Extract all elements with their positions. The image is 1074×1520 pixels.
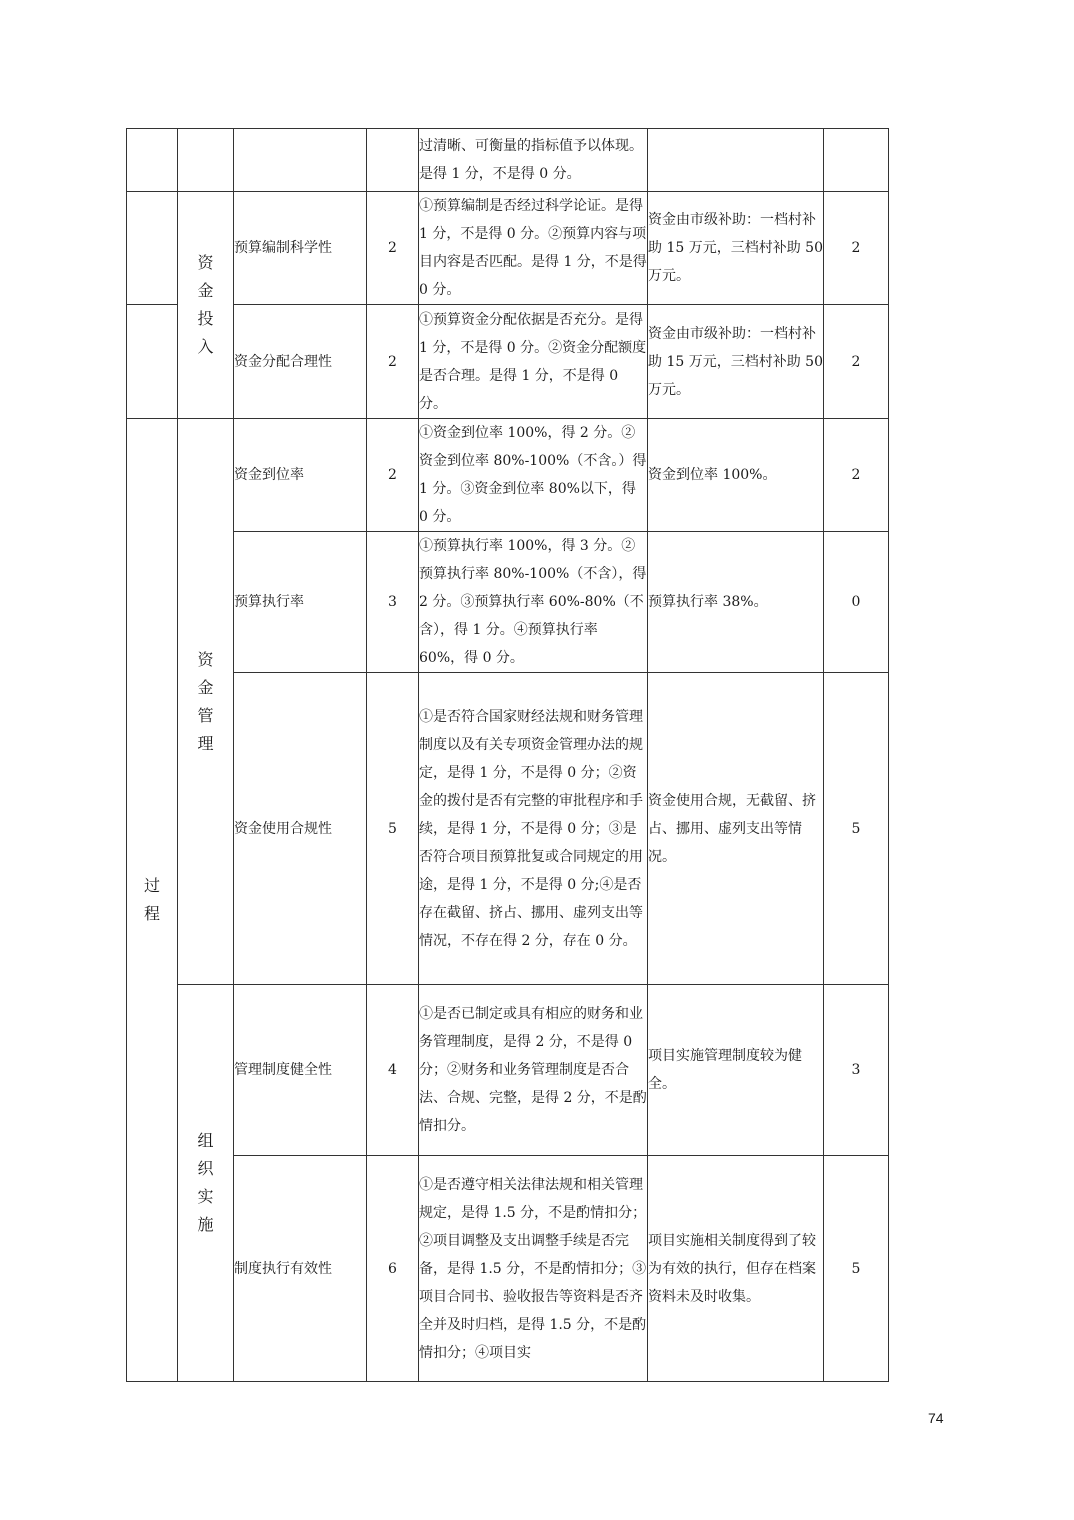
result-cell: 项目实施相关制度得到了较为有效的执行，但存在档案资料未及时收集。 bbox=[648, 1156, 824, 1382]
indicator-cell bbox=[234, 129, 367, 192]
result-cell: 项目实施管理制度较为健全。 bbox=[648, 985, 824, 1156]
table-row bbox=[127, 129, 889, 192]
score-cell: 0 bbox=[824, 532, 889, 673]
level1-cell-empty bbox=[127, 305, 178, 419]
score-cell: 5 bbox=[824, 673, 889, 985]
score-cell bbox=[824, 129, 889, 192]
table-row bbox=[127, 192, 889, 305]
result-cell: 资金由市级补助：一档村补助 15 万元，三档村补助 50 万元。 bbox=[648, 192, 824, 305]
result-cell: 资金到位率 100%。 bbox=[648, 419, 824, 532]
table-row bbox=[127, 419, 889, 532]
result-cell: 资金由市级补助：一档村补助 15 万元，三档村补助 50 万元。 bbox=[648, 305, 824, 419]
standard-cell: ①是否符合国家财经法规和财务管理制度以及有关专项资金管理办法的规定，是得 1 分，不是得 0 分；②资金的拨付是否有完整的审批程序和手续，是得 1 分，不是得 0 分；③是否符合项目预算批复或合同规定的用途，是得 1 分，不是得 0 分;④是否存在截留、挤占、挪用、虚列支出等情况，不存在得 2 分，存在 0 分。 bbox=[419, 673, 648, 985]
table-row bbox=[127, 305, 889, 419]
indicator-cell: 预算编制科学性 bbox=[234, 192, 367, 305]
level2-organization: 组织实施 bbox=[178, 985, 234, 1382]
standard-cell: ①预算编制是否经过科学论证。是得 1 分，不是得 0 分。②预算内容与项目内容是否匹配。是得 1 分，不是得 0 分。 bbox=[419, 192, 648, 305]
level1-cell-empty bbox=[127, 129, 178, 192]
weight-cell: 2 bbox=[367, 419, 419, 532]
indicator-cell: 预算执行率 bbox=[234, 532, 367, 673]
score-cell: 2 bbox=[824, 192, 889, 305]
table-row bbox=[127, 673, 889, 985]
weight-cell bbox=[367, 129, 419, 192]
level2-fund-input: 资金投入 bbox=[178, 192, 234, 419]
indicator-cell: 资金使用合规性 bbox=[234, 673, 367, 985]
indicator-cell: 资金分配合理性 bbox=[234, 305, 367, 419]
standard-cell: ①是否已制定或具有相应的财务和业务管理制度，是得 2 分，不是得 0 分；②财务和业务管理制度是否合法、合规、完整，是得 2 分，不是酌情扣分。 bbox=[419, 985, 648, 1156]
level1-cell-empty bbox=[127, 192, 178, 305]
table-row bbox=[127, 1156, 889, 1382]
indicator-cell: 管理制度健全性 bbox=[234, 985, 367, 1156]
page-number: 74 bbox=[928, 1410, 944, 1426]
standard-cell: ①预算资金分配依据是否充分。是得 1 分，不是得 0 分。②资金分配额度是否合理。是得 1 分，不是得 0 分。 bbox=[419, 305, 648, 419]
score-cell: 2 bbox=[824, 305, 889, 419]
result-cell: 资金使用合规，无截留、挤占、挪用、虚列支出等情况。 bbox=[648, 673, 824, 985]
result-cell: 预算执行率 38%。 bbox=[648, 532, 824, 673]
table-row bbox=[127, 532, 889, 673]
weight-cell: 2 bbox=[367, 192, 419, 305]
level1-process: 过程 bbox=[127, 419, 178, 1382]
score-cell: 3 bbox=[824, 985, 889, 1156]
result-cell bbox=[648, 129, 824, 192]
standard-cell: ①资金到位率 100%，得 2 分。②资金到位率 80%-100%（不含。）得 1 分。③资金到位率 80%以下，得 0 分。 bbox=[419, 419, 648, 532]
weight-cell: 4 bbox=[367, 985, 419, 1156]
weight-cell: 3 bbox=[367, 532, 419, 673]
evaluation-table bbox=[126, 128, 889, 1382]
table-row bbox=[127, 985, 889, 1156]
standard-cell: 过清晰、可衡量的指标值予以体现。是得 1 分，不是得 0 分。 bbox=[419, 129, 648, 192]
indicator-cell: 资金到位率 bbox=[234, 419, 367, 532]
weight-cell: 5 bbox=[367, 673, 419, 985]
indicator-cell: 制度执行有效性 bbox=[234, 1156, 367, 1382]
score-cell: 5 bbox=[824, 1156, 889, 1382]
standard-cell: ①是否遵守相关法律法规和相关管理规定，是得 1.5 分，不是酌情扣分；②项目调整及支出调整手续是否完备，是得 1.5 分，不是酌情扣分；③项目合同书、验收报告等资料是否齐全并及时归档，是得 1.5 分，不是酌情扣分；④项目实 bbox=[419, 1156, 648, 1382]
score-cell: 2 bbox=[824, 419, 889, 532]
weight-cell: 2 bbox=[367, 305, 419, 419]
level2-cell-empty bbox=[178, 129, 234, 192]
weight-cell: 6 bbox=[367, 1156, 419, 1382]
standard-cell: ①预算执行率 100%，得 3 分。②预算执行率 80%-100%（不含），得 2 分。③预算执行率 60%-80%（不含），得 1 分。④预算执行率 60%，得 0 分。 bbox=[419, 532, 648, 673]
level2-fund-management: 资金管理 bbox=[178, 419, 234, 985]
